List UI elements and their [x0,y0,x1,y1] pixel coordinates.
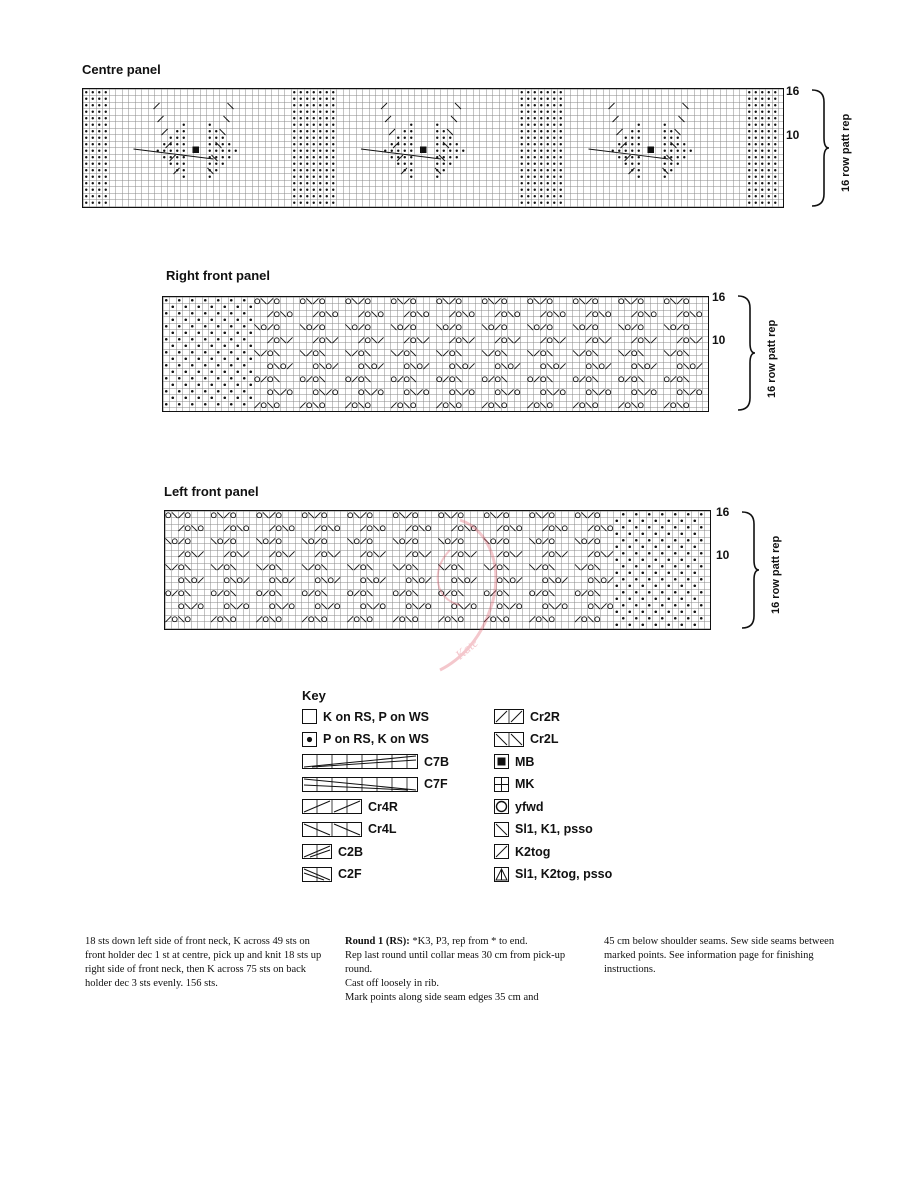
key-item-label: MB [515,754,535,769]
key-item-label: Cr4L [368,822,397,836]
key-item-cr4r [302,799,398,814]
purl-dot-icon [302,732,317,747]
instructions-mark: Mark points along side seam edges 35 cm and [345,992,539,1003]
key-item-p-on-rs-k-on-ws [302,732,429,747]
key-item-label: P on RS, K on WS [323,732,430,746]
key-item-mk [494,777,534,792]
key-item-label: Sl1, K2tog, psso [515,867,613,881]
round1-label: Round 1 (RS): [345,936,410,947]
sl1-k1-psso-icon [494,822,509,837]
key-item-cr2l [494,732,558,747]
right-chart-symbols [163,297,708,411]
cross-cr2r-icon [494,709,524,724]
cross-cr4r-icon [302,799,362,814]
key-item-sl1-k1-psso [494,822,593,837]
key-item-label: Cr2L [530,732,559,746]
key-item-label: Sl1, K1, psso [515,822,593,836]
key-item-k2tog [494,844,550,859]
key-item-label: C2B [338,844,364,859]
watermark-text: Kate [452,635,481,663]
mk-icon [494,777,509,792]
round1-text: *K3, P3, rep from * to end. [409,936,528,947]
left-front-panel-title: Left front panel [164,484,259,499]
key-item-sl1-k2tog-psso [494,867,612,882]
key-title: Key [302,688,326,703]
instructions-col-1 [85,935,325,991]
instructions-rep: Rep last round until collar meas 30 cm from pick-up round. [345,950,566,975]
cable-c2b-icon [302,844,332,859]
centre-row-16: 16 [786,84,800,98]
knit-square-icon [302,709,317,724]
key-item-label: C2F [338,867,362,881]
centre-patt-rep-label: 16 row patt rep [840,113,852,192]
centre-chart-symbols [83,89,783,207]
key-item-yfwd [494,799,543,814]
key-item-c7b [302,754,449,769]
key-item-c7f [302,777,448,792]
instructions-col1-text: 18 sts down left side of front neck, K across 49 sts on front holder dec 1 st at centre, pick up and knit 18 sts up right side of front neck, then K across 75 sts on back holder dec 3 sts evenly. 156 sts. [85,936,322,989]
left-row-16: 16 [716,505,730,519]
instructions-col3-text: 45 cm below shoulder seams. Sew side seams between marked points. See information page for finishing instructions. [604,936,835,975]
centre-panel-chart [82,88,784,208]
instructions-cast-off: Cast off loosely in rib. [345,978,440,989]
bobble-mb-icon [494,754,509,769]
key-item-label: C7F [424,777,448,791]
kate-watermark-logo [420,510,510,680]
cable-c7f-icon [302,777,418,792]
key-item-k-on-rs-p-on-ws [302,709,429,724]
key-item-label: K2tog [515,844,551,859]
yarn-forward-icon [494,799,509,814]
left-row-10: 10 [716,548,730,562]
right-front-panel-chart [162,296,709,412]
left-brace [740,510,760,630]
right-brace [736,294,756,412]
right-patt-rep-label: 16 row patt rep [766,319,778,398]
k2tog-icon [494,844,509,859]
centre-panel-title: Centre panel [82,62,161,77]
cross-cr2l-icon [494,732,524,747]
right-front-panel-title: Right front panel [166,268,270,283]
key-item-label: Cr4R [368,799,398,814]
key-item-cr2r [494,709,560,724]
instructions-col-3 [604,935,854,977]
right-row-16: 16 [712,290,726,304]
right-row-10: 10 [712,333,726,347]
key-item-label: Cr2R [530,709,560,724]
left-patt-rep-label: 16 row patt rep [770,535,782,614]
key-item-c2b [302,844,363,859]
sl1-k2tog-psso-icon [494,867,509,882]
cable-c7b-icon [302,754,418,769]
instructions-col-2 [345,935,580,1005]
key-item-c2f [302,867,362,882]
key-item-mb [494,754,534,769]
key-item-label: K on RS, P on WS [323,709,430,724]
key-item-label: yfwd [515,799,544,814]
key-item-label: C7B [424,754,450,769]
cable-c2f-icon [302,867,332,882]
cross-cr4l-icon [302,822,362,837]
instructions-round1 [345,935,580,949]
centre-row-10: 10 [786,128,800,142]
key-item-label: MK [515,777,535,791]
centre-brace [810,88,830,208]
key-item-cr4l [302,822,396,837]
